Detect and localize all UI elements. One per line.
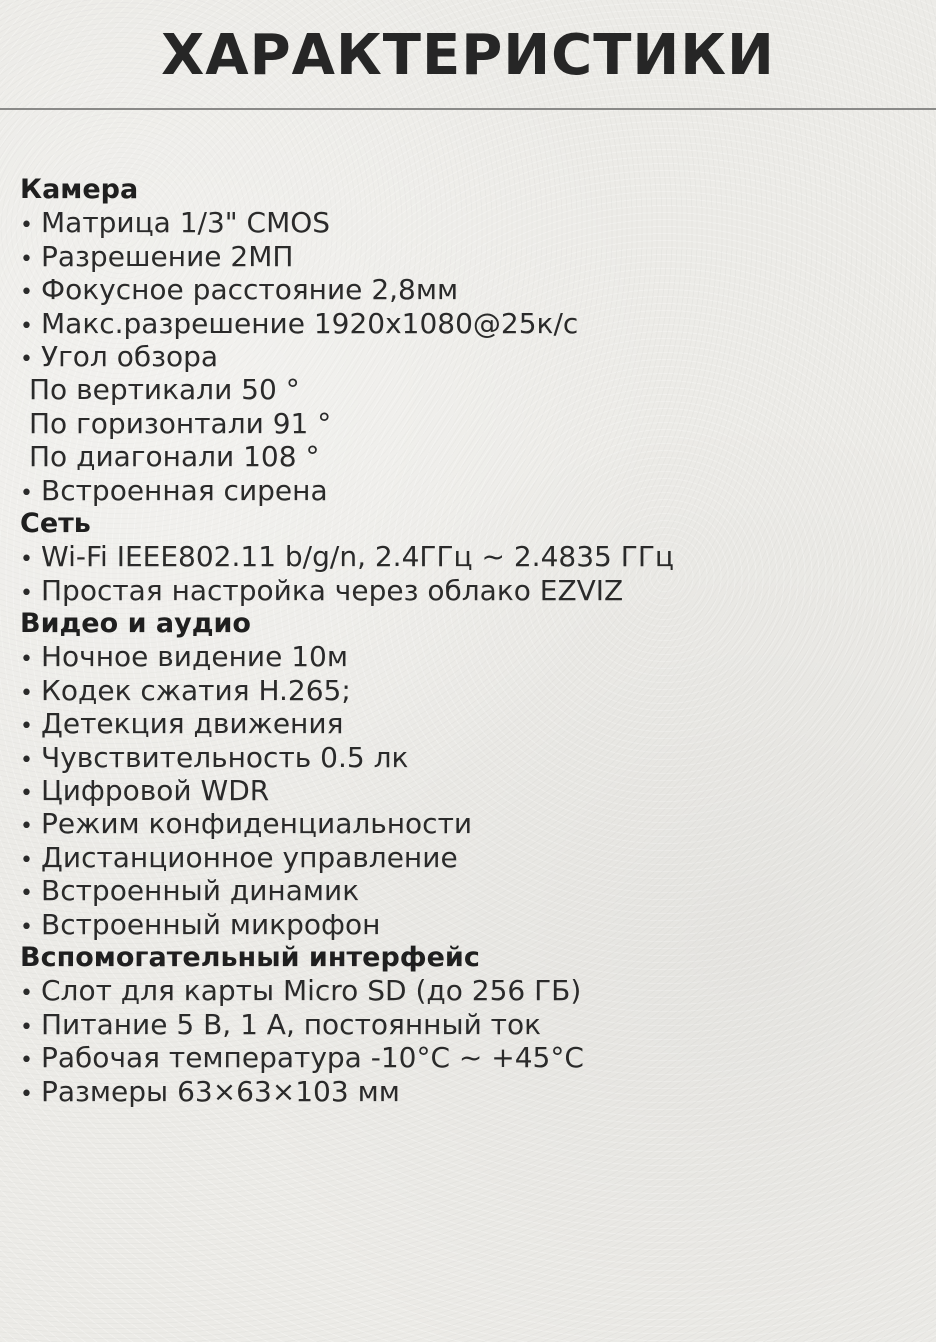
spec-section <box>20 941 920 1108</box>
spec-item <box>20 340 920 373</box>
spec-item <box>20 474 920 507</box>
bullet-icon: • <box>20 747 33 773</box>
spec-item <box>20 240 920 273</box>
spec-text: Угол обзора <box>41 339 219 373</box>
spec-text: Встроенный микрофон <box>41 907 381 941</box>
bullet-icon: • <box>20 213 33 239</box>
spec-text: Ночное видение 10м <box>41 640 348 674</box>
bullet-icon: • <box>20 881 33 907</box>
spec-item <box>20 540 920 573</box>
bullet-icon: • <box>20 781 33 807</box>
spec-item <box>20 841 920 874</box>
spec-text: Режим конфиденциальности <box>41 807 473 841</box>
spec-item <box>20 974 920 1007</box>
title-divider <box>0 108 936 110</box>
bullet-icon: • <box>20 714 33 740</box>
bullet-icon: • <box>20 680 33 706</box>
spec-text: По диагонали 108 ° <box>29 440 320 474</box>
bullet-icon: • <box>20 1014 33 1040</box>
spec-items <box>20 640 920 941</box>
spec-text: Кодек сжатия H.265; <box>41 673 351 707</box>
section-heading: Вспомогательный интерфейс <box>20 941 480 973</box>
spec-item <box>20 1041 920 1074</box>
bullet-icon: • <box>20 1081 33 1107</box>
section-heading: Сеть <box>20 507 91 539</box>
spec-text: Встроенная сирена <box>41 473 328 507</box>
bullet-icon: • <box>20 1048 33 1074</box>
bullet-icon: • <box>20 847 33 873</box>
spec-text: Простая настройка через облако EZVIZ <box>41 573 624 607</box>
spec-item <box>20 741 920 774</box>
spec-text: Макс.разрешение 1920x1080@25к/с <box>41 306 579 340</box>
specifications-list <box>20 173 920 1108</box>
spec-item <box>20 774 920 807</box>
spec-item <box>20 574 920 607</box>
spec-text: Чувствительность 0.5 лк <box>41 740 409 774</box>
spec-item <box>20 874 920 907</box>
spec-item <box>20 807 920 840</box>
spec-text: По горизонтали 91 ° <box>29 406 332 440</box>
spec-text: Размеры 63×63×103 мм <box>41 1074 400 1108</box>
spec-items <box>20 974 920 1108</box>
bullet-icon: • <box>20 580 33 606</box>
spec-item <box>20 273 920 306</box>
spec-item <box>20 707 920 740</box>
spec-item <box>20 908 920 941</box>
spec-text: Детекция движения <box>41 707 344 741</box>
bullet-icon: • <box>20 480 33 506</box>
spec-item <box>20 1075 920 1108</box>
spec-item <box>20 1008 920 1041</box>
bullet-icon: • <box>20 981 33 1007</box>
spec-section <box>20 607 920 941</box>
spec-sub-item <box>20 407 920 440</box>
section-heading: Видео и аудио <box>20 608 251 640</box>
bullet-icon: • <box>20 280 33 306</box>
spec-text: Матрица 1/3" CMOS <box>41 206 331 240</box>
spec-text: По вертикали 50 ° <box>29 373 300 407</box>
spec-text: Разрешение 2МП <box>41 239 294 273</box>
spec-sub-item <box>20 373 920 406</box>
bullet-icon: • <box>20 647 33 673</box>
spec-text: Wi-Fi IEEE802.11 b/g/n, 2.4ГГц ~ 2.4835 ГГц <box>41 540 674 574</box>
spec-text: Слот для карты Micro SD (до 256 ГБ) <box>41 974 582 1008</box>
bullet-icon: • <box>20 313 33 339</box>
bullet-icon: • <box>20 547 33 573</box>
spec-item <box>20 674 920 707</box>
spec-text: Фокусное расстояние 2,8мм <box>41 273 459 307</box>
spec-section <box>20 173 920 507</box>
spec-section <box>20 507 920 607</box>
bullet-icon: • <box>20 346 33 372</box>
spec-item <box>20 206 920 239</box>
spec-items <box>20 540 920 607</box>
bullet-icon: • <box>20 914 33 940</box>
spec-sub-item <box>20 440 920 473</box>
spec-item <box>20 307 920 340</box>
bullet-icon: • <box>20 814 33 840</box>
page-title: ХАРАКТЕРИСТИКИ <box>161 23 775 88</box>
spec-text: Рабочая температура -10°C ~ +45°C <box>41 1041 584 1075</box>
spec-text: Цифровой WDR <box>41 774 270 808</box>
bullet-icon: • <box>20 246 33 272</box>
spec-item <box>20 640 920 673</box>
spec-text: Питание 5 В, 1 А, постоянный ток <box>41 1007 542 1041</box>
spec-text: Встроенный динамик <box>41 874 360 908</box>
spec-items <box>20 206 920 507</box>
spec-text: Дистанционное управление <box>41 840 458 874</box>
section-heading: Камера <box>20 174 139 205</box>
